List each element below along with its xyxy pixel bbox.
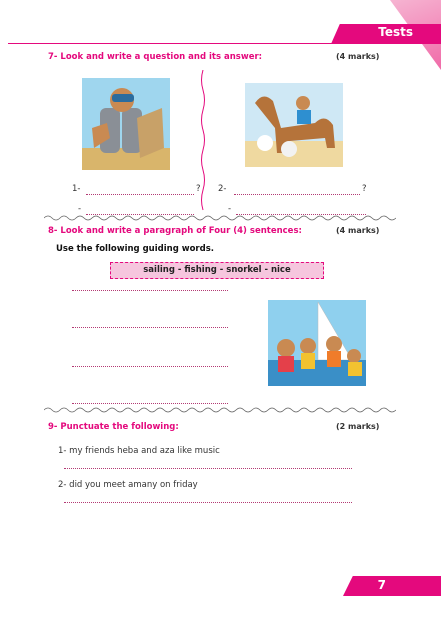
guide-words-box: sailing - fishing - snorkel - nice <box>110 262 324 279</box>
section-divider-2 <box>44 406 396 414</box>
q8-title: 8- Look and write a paragraph of Four (4) sentences: <box>48 226 302 236</box>
q7-marks: (4 marks) <box>336 52 380 61</box>
q9-item-2: 2- did you meet amany on friday <box>58 480 198 490</box>
tests-tab-label: Tests <box>378 25 413 39</box>
q9-line-2[interactable] <box>64 502 352 503</box>
q8-line-3[interactable] <box>72 366 228 367</box>
q7-answer-line-1[interactable] <box>86 194 194 195</box>
q7-dash-2: - <box>228 204 232 214</box>
page-number: 7 <box>377 578 386 592</box>
q7-dash-1: - <box>78 204 82 214</box>
q7-answer-line-2[interactable] <box>234 194 360 195</box>
q8-line-4[interactable] <box>72 403 228 404</box>
q7-item1-end: ? <box>196 184 201 194</box>
q7-title: 7- Look and write a question and its answer: <box>48 52 263 62</box>
section-divider-1 <box>44 214 396 222</box>
q7-item2-end: ? <box>362 184 367 194</box>
q8-instruction: Use the following guiding words. <box>56 244 214 254</box>
diver-picture <box>82 78 170 170</box>
q8-marks: (4 marks) <box>336 226 380 235</box>
boat-picture <box>268 300 366 386</box>
header-rule <box>8 43 338 44</box>
q8-line-2[interactable] <box>72 327 228 328</box>
vertical-divider <box>200 70 206 218</box>
q9-item-1: 1- my friends heba and aza like music <box>58 446 220 456</box>
q9-marks: (2 marks) <box>336 422 380 431</box>
q9-line-1[interactable] <box>64 468 352 469</box>
q7-item2-label: 2- <box>218 184 227 194</box>
q8-line-1[interactable] <box>72 290 228 291</box>
page-number-tab <box>343 576 441 596</box>
q9-title: 9- Punctuate the following: <box>48 422 179 432</box>
camel-picture <box>245 83 343 167</box>
q7-item1-label: 1- <box>72 184 81 194</box>
